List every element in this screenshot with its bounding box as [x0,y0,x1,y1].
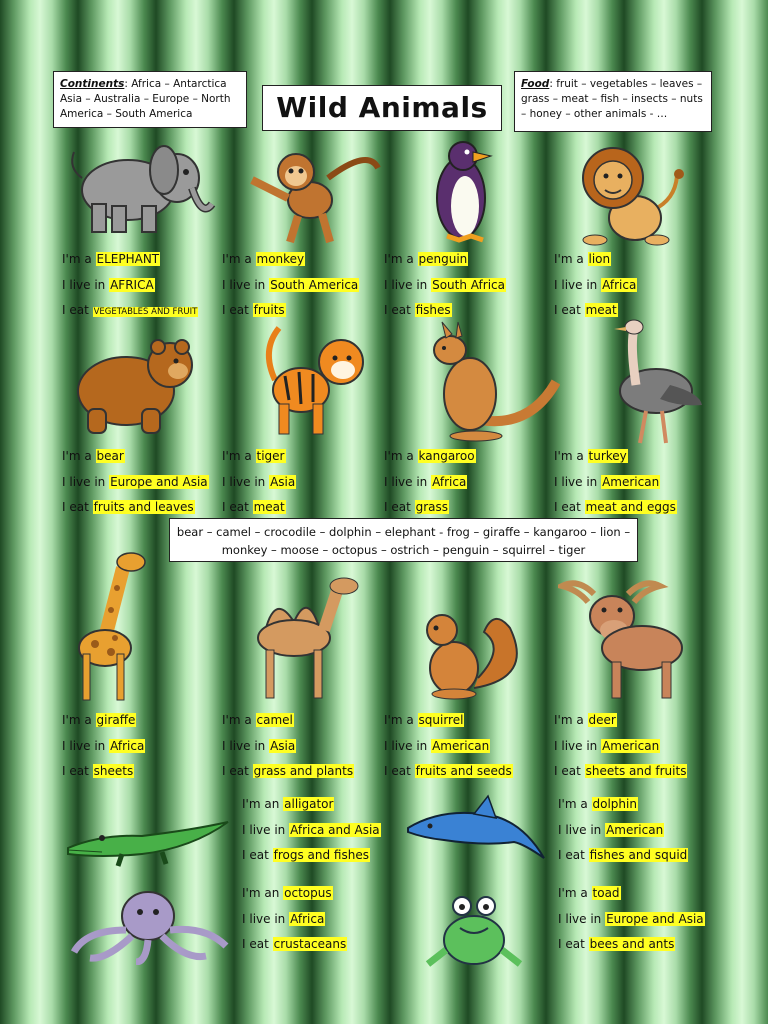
animal-habitat-line [554,473,677,499]
animal-name-line [558,884,705,910]
animal-diet-line [62,498,209,524]
animal-diet-answer: meat [585,303,617,317]
octopus-icon [66,890,231,965]
continents-list: : Africa – Antarctica Asia – Australia – Europe – North America – South America [60,78,231,120]
sentence-prefix: I eat [384,500,415,514]
sentence-prefix: I'm a [384,449,418,463]
animal-habitat-answer: Africa and Asia [290,822,380,837]
animal-name-line [242,884,347,910]
animal-name-line [384,250,506,276]
animal-card-ostrich [554,447,677,524]
sentence-prefix: I eat [384,764,415,778]
animal-name-answer: tiger [256,449,285,463]
animal-card-frog [558,884,705,961]
camel-icon [238,570,363,702]
animal-card-octopus [242,884,347,961]
animal-card-tiger [222,447,296,524]
sentence-prefix: I live in [62,277,110,292]
animal-name-line [554,447,677,473]
monkey-icon [238,138,383,248]
sentence-prefix: I eat [242,848,273,862]
bear-icon [70,335,200,440]
sentence-prefix: I eat [62,303,93,317]
animal-diet-answer: fruits and seeds [415,764,512,778]
animal-diet-line [242,846,381,872]
animal-habitat-line [222,737,354,763]
sentence-prefix: I'm a [62,449,96,463]
sentence-prefix: I live in [242,911,290,926]
sentence-prefix: I live in [62,474,110,489]
sentence-prefix: I live in [554,474,602,489]
animal-name-line [554,711,687,737]
animal-diet-answer: fishes [415,303,451,317]
animal-name-line [62,711,145,737]
sentence-prefix: I'm a [554,449,588,463]
sentence-prefix: I eat [242,937,273,951]
animal-habitat-line [62,737,145,763]
animal-habitat-answer: Africa [602,277,637,292]
animal-diet-line [384,301,506,327]
sentence-prefix: I'm a [554,252,588,266]
animal-card-giraffe [62,711,145,788]
animal-diet-line [554,498,677,524]
sentence-prefix: I'm a [222,449,256,463]
animal-name-line [384,711,513,737]
animal-card-monkey [222,250,359,327]
animal-habitat-answer: American [432,738,490,753]
sentence-prefix: I eat [554,303,585,317]
kangaroo-icon [420,320,560,442]
sentence-prefix: I eat [554,764,585,778]
sentence-prefix: I live in [554,738,602,753]
sentence-prefix: I eat [554,500,585,514]
sentence-prefix: I eat [222,303,253,317]
animal-name-line [222,250,359,276]
continents-box [53,71,247,128]
animal-habitat-answer: Africa [290,911,325,926]
sentence-prefix: I live in [384,277,432,292]
animal-diet-line [62,762,145,788]
animal-name-line [62,250,198,276]
animal-habitat-line [384,276,506,302]
animal-card-elephant [62,250,198,327]
animal-name-answer: ELEPHANT [96,252,160,266]
animal-name-line [62,447,209,473]
dolphin-icon [404,792,554,864]
animal-diet-answer: fruits [253,303,285,317]
animal-diet-answer: meat [253,500,285,514]
animal-name-answer: deer [588,713,616,727]
penguin-icon [425,136,505,244]
elephant-icon [62,138,222,238]
animal-habitat-answer: South America [270,277,359,292]
animal-diet-answer: crustaceans [273,937,347,951]
animal-card-moose [554,711,687,788]
animal-card-bear [62,447,209,524]
animal-diet-line [384,762,513,788]
animal-habitat-line [384,473,476,499]
ostrich-icon [610,315,705,447]
animal-habitat-answer: American [602,738,660,753]
giraffe-icon [75,548,155,703]
animal-name-answer: penguin [418,252,468,266]
sentence-prefix: I'm a [558,886,592,900]
animal-card-dolphin [558,795,688,872]
animal-name-line [222,447,296,473]
animal-habitat-line [242,910,347,936]
sentence-prefix: I'm an [242,886,284,900]
sentence-prefix: I eat [558,848,589,862]
animal-name-answer: squirrel [418,713,464,727]
animal-diet-answer: grass and plants [253,764,354,778]
animal-habitat-answer: Africa [110,738,145,753]
sentence-prefix: I live in [222,277,270,292]
crocodile-icon [62,808,232,868]
animal-name-answer: bear [96,449,124,463]
animal-diet-answer: VEGETABLES AND FRUIT [93,307,198,317]
moose-icon [558,576,693,702]
animal-name-answer: turkey [588,449,627,463]
sentence-prefix: I live in [558,822,606,837]
food-box [514,71,712,132]
sentence-prefix: I eat [222,764,253,778]
sentence-prefix: I'm a [222,252,256,266]
sentence-prefix: I'm a [62,252,96,266]
animal-card-camel [222,711,354,788]
sentence-prefix: I eat [62,764,93,778]
sentence-prefix: I eat [62,500,93,514]
animal-habitat-answer: Asia [270,474,296,489]
animal-name-answer: kangaroo [418,449,475,463]
sentence-prefix: I'm a [62,713,96,727]
animal-name-line [242,795,381,821]
animal-diet-line [242,935,347,961]
sentence-prefix: I live in [558,911,606,926]
animal-card-kangaroo [384,447,476,524]
sentence-prefix: I'm a [384,252,418,266]
sentence-prefix: I live in [554,277,602,292]
animal-diet-answer: bees and ants [589,937,675,951]
tiger-icon [255,320,375,440]
animal-name-answer: alligator [284,797,334,811]
sentence-prefix: I'm a [554,713,588,727]
animal-name-answer: dolphin [592,797,637,811]
animal-name-line [222,711,354,737]
sentence-prefix: I eat [222,500,253,514]
animal-name-line [384,447,476,473]
animal-name-answer: monkey [256,252,305,266]
animal-diet-line [384,498,476,524]
animal-diet-line [554,762,687,788]
animal-card-squirrel [384,711,513,788]
page-title: Wild Animals [262,85,502,131]
animal-diet-answer: frogs and fishes [273,848,369,862]
animal-habitat-answer: Asia [270,738,296,753]
squirrel-icon [414,608,524,700]
animal-diet-line [222,301,359,327]
animal-diet-answer: meat and eggs [585,500,676,514]
animal-diet-line [554,301,637,327]
sentence-prefix: I eat [558,937,589,951]
animal-diet-answer: sheets [93,764,134,778]
frog-icon [424,890,524,972]
animal-name-answer: octopus [284,886,332,900]
animal-diet-answer: sheets and fruits [585,764,687,778]
animal-diet-line [558,935,705,961]
animal-habitat-line [558,910,705,936]
animal-name-line [558,795,688,821]
animal-habitat-answer: Europe and Asia [606,911,704,926]
sentence-prefix: I'm a [558,797,592,811]
animal-diet-line [558,846,688,872]
animal-habitat-answer: AFRICA [110,277,154,292]
animal-habitat-answer: South Africa [432,277,505,292]
animal-name-answer: giraffe [96,713,136,727]
animal-habitat-line [62,473,209,499]
animal-name-answer: lion [588,252,611,266]
sentence-prefix: I live in [242,822,290,837]
animal-diet-answer: fishes and squid [589,848,688,862]
animal-diet-line [222,498,296,524]
animal-habitat-answer: American [602,474,660,489]
animal-diet-line [62,301,198,327]
sentence-prefix: I live in [222,738,270,753]
animal-habitat-line [554,276,637,302]
animal-habitat-line [554,737,687,763]
animal-name-line [554,250,637,276]
animal-habitat-line [222,276,359,302]
sentence-prefix: I live in [384,474,432,489]
continents-label: Continents [60,78,125,90]
food-list: : fruit – vegetables – leaves – grass – meat – fish – insects – nuts – honey – other animals - … [521,78,703,120]
word-bank: bear – camel – crocodile – dolphin – elephant - frog – giraffe – kangaroo – lion – monkey – moose – octopus – ostrich – penguin – squirrel – tiger [169,518,638,562]
sentence-prefix: I'm an [242,797,284,811]
food-label: Food [521,78,550,90]
sentence-prefix: I live in [62,738,110,753]
animal-habitat-answer: American [606,822,664,837]
animal-diet-line [222,762,354,788]
animal-diet-answer: grass [415,500,449,514]
animal-card-penguin [384,250,506,327]
animal-habitat-answer: Africa [432,474,467,489]
animal-habitat-line [222,473,296,499]
sentence-prefix: I'm a [384,713,418,727]
animal-name-answer: camel [256,713,293,727]
animal-card-crocodile [242,795,381,872]
animal-habitat-line [384,737,513,763]
animal-habitat-line [62,276,198,302]
animal-diet-answer: fruits and leaves [93,500,194,514]
animal-habitat-line [558,821,688,847]
sentence-prefix: I live in [384,738,432,753]
sentence-prefix: I live in [222,474,270,489]
sentence-prefix: I eat [384,303,415,317]
animal-habitat-line [242,821,381,847]
animal-card-lion [554,250,637,327]
sentence-prefix: I'm a [222,713,256,727]
animal-name-answer: toad [592,886,620,900]
lion-icon [565,140,690,248]
animal-habitat-answer: Europe and Asia [110,474,208,489]
